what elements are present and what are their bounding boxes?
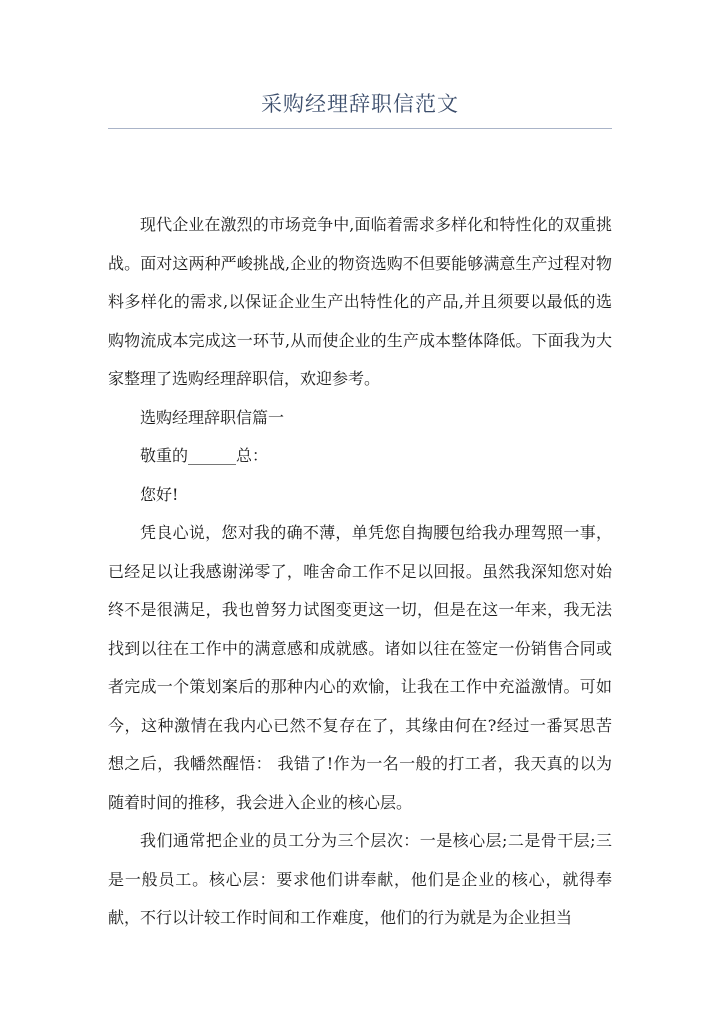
- document-body: [108, 206, 612, 938]
- intro-paragraph: 现代企业在激烈的市场竞争中,面临着需求多样化和特性化的双重挑战。面对这两种严峻挑战,企业的物资选购不但要能够满意生产过程对物料多样化的需求,以保证企业生产出特性化的产品,并且须要以最低的选购物流成本完成这一环节,从而使企业的生产成本整体降低。下面我为大家整理了选购经理辞职信，欢迎参考。: [108, 215, 612, 388]
- greeting: 您好!: [140, 484, 179, 504]
- section-heading: 选购经理辞职信篇一: [140, 407, 285, 427]
- document-title: 采购经理辞职信范文: [261, 92, 459, 116]
- salutation: 敬重的______总：: [140, 446, 269, 465]
- body-paragraph: 凭良心说，您对我的确不薄，单凭您自掏腰包给我办理驾照一事，已经足以让我感谢涕零了，唯舍命工作不足以回报。虽然我深知您对始终不是很满足，我也曾努力试图变更这一切，但是在这一年来，我无法找到以往在工作中的满意感和成就感。诸如以往在签定一份销售合同或者完成一个策划案后的那种内心的欢愉，让我在工作中充溢激情。可如今，这种激情在我内心已然不复存在了，其缘由何在?经过一番冥思苦想之后，我幡然醒悟： 我错了!作为一名一般的打工者，我天真的以为随着时间的推移，我会进入企业的核心层。: [108, 523, 612, 812]
- title-underline: [108, 128, 612, 129]
- body-paragraph: 我们通常把企业的员工分为三个层次：一是核心层;二是骨干层;三是一般员工。核心层：要求他们讲奉献，他们是企业的核心，就得奉献，不行以计较工作时间和工作难度，他们的行为就是为企业担当: [108, 831, 612, 927]
